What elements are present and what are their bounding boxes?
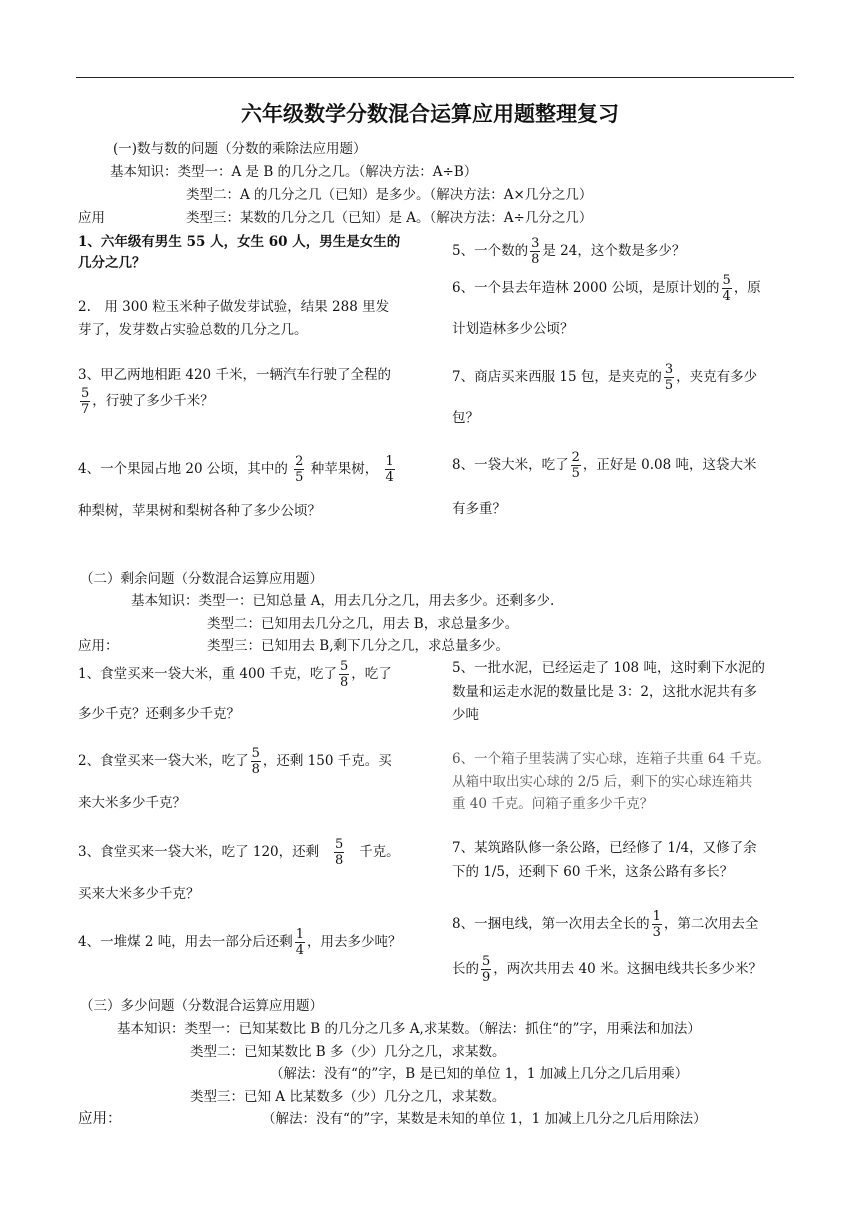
section3-type2-solution: （解法：没有“的”字，B 是已知的单位 1，1 加减上几分之几后用乘） xyxy=(270,1066,689,1082)
s1-q8-line1: 8、一袋大米，吃了 $\frac{2}{5}$ ，正好是 0.08 吨，这袋大米 xyxy=(452,450,757,481)
s2-q7-line2: 下的 1/5，还剩下 60 千米，这条公路有多长？ xyxy=(452,864,734,880)
s1-q6-line1: 6、一个县去年造林 2000 公顷，是原计划的 $\frac{5}{4}$ ，原 xyxy=(452,273,761,304)
s2-q1-line2: 多少千克？还剩多少千克？ xyxy=(78,706,240,722)
s1-q1-line2: 几分之几？ xyxy=(78,255,146,271)
section2-apply-label: 应用： xyxy=(78,638,119,654)
s1-q3-line2: $\frac{5}{7}$ ，行驶了多少千米？ xyxy=(81,386,214,417)
s1-q4-line2: 种梨树，苹果树和梨树各种了多少公顷？ xyxy=(78,503,321,519)
s2-q3-line1: 3、食堂买来一袋大米，吃了 120，还剩 $\frac{5}{8}$ 千克。 xyxy=(78,837,400,868)
fraction: $\frac{2}{5}$ xyxy=(571,450,580,481)
s2-q5-line1: 5、一批水泥，已经运走了 108 吨，这时剩下水泥的 xyxy=(452,660,765,676)
section3-type3: 类型三：已知 A 比某数多（少）几分之几，求某数。 xyxy=(190,1089,506,1105)
fraction: $\frac{5}{8}$ xyxy=(339,659,349,690)
section2-type2: 类型二：已知用去几分之几，用去 B，求总量多少。 xyxy=(207,616,519,632)
fraction: $\frac{5}{8}$ xyxy=(335,837,344,868)
fraction: $\frac{5}{9}$ xyxy=(482,954,491,985)
section3-apply-label: 应用： xyxy=(78,1111,122,1127)
fraction: $\frac{1}{3}$ xyxy=(652,909,661,940)
fraction: $\frac{1}{4}$ xyxy=(295,927,305,958)
s2-q8-line2: 长的 $\frac{5}{9}$ ，两次共用去 40 米。这捆电线共长多少米？ xyxy=(452,954,763,985)
section1-type2: 类型二：A 的几分之几（已知）是多少。（解决方法：A×几分之几） xyxy=(186,187,593,203)
fraction: $\frac{5}{7}$ xyxy=(81,386,90,417)
s1-q2-line1: 2. 用 300 粒玉米种子做发芽试验，结果 288 里发 xyxy=(78,299,390,315)
section3-type1: 基本知识：类型一：已知某数比 B 的几分之几多 A,求某数。（解法：抓住“的”字，用乘法和加法） xyxy=(117,1021,701,1037)
fraction: $\frac{3}{8}$ xyxy=(531,236,540,267)
s2-q3-line2: 买来大米多少千克？ xyxy=(78,886,200,902)
section3-type3-solution: （解法：没有“的”字，某数是未知的单位 1，1 加减上几分之几后用除法） xyxy=(262,1111,707,1127)
s1-q6-line2: 计划造林多少公顷？ xyxy=(452,321,574,337)
section3-heading: （三）多少问题（分数混合运算应用题） xyxy=(80,998,323,1014)
s2-q6-line3: 重 40 千克。问箱子重多少千克？ xyxy=(452,796,654,812)
s2-q6-line2: 从箱中取出实心球的 2/5 后，剩下的实心球连箱共 xyxy=(452,774,753,790)
s1-q8-line2: 有多重？ xyxy=(452,501,506,517)
s2-q5-line2: 数量和运走水泥的数量比是 3：2，这批水泥共有多 xyxy=(452,684,757,700)
s2-q2-line2: 来大米多少千克？ xyxy=(78,795,186,811)
s1-q3-line1: 3、甲乙两地相距 420 千米，一辆汽车行驶了全程的 xyxy=(78,367,391,383)
s2-q7-line1: 7、某筑路队修一条公路，已经修了 1/4，又修了余 xyxy=(452,840,757,856)
section1-heading: (一)数与数的问题（分数的乘除法应用题） xyxy=(113,141,367,157)
fraction: $\frac{2}{5}$ xyxy=(295,454,304,485)
s1-q7-line2: 包？ xyxy=(452,410,479,426)
s2-q2-line1: 2、食堂买来一袋大米，吃了 $\frac{5}{8}$ ，还剩 150 千克。买 xyxy=(78,746,392,777)
top-rule xyxy=(76,77,794,78)
fraction: $\frac{1}{4}$ xyxy=(385,454,394,485)
s1-q7-line1: 7、商店买来西服 15 包，是夹克的 $\frac{3}{5}$ ，夹克有多少 xyxy=(452,362,758,393)
section2-type3: 类型三：已知用去 B,剩下几分之几，求总量多少。 xyxy=(207,638,510,654)
section1-type1: 基本知识：类型一：A 是 B 的几分之几。（解决方法：A÷B） xyxy=(110,164,478,180)
fraction: $\frac{3}{5}$ xyxy=(664,362,674,393)
section1-apply-label: 应用 xyxy=(78,210,105,226)
section3-type2: 类型二：已知某数比 B 多（少）几分之几，求某数。 xyxy=(190,1044,506,1060)
s2-q1-line1: 1、食堂买来一袋大米，重 400 千克，吃了 $\frac{5}{8}$ ，吃了 xyxy=(78,659,392,690)
section1-type3: 类型三：某数的几分之几（已知）是 A。（解决方法：A÷几分之几） xyxy=(186,210,593,226)
page-title: 六年级数学分数混合运算应用题整理复习 xyxy=(241,102,619,126)
fraction: $\frac{5}{8}$ xyxy=(251,746,260,777)
section2-heading: （二）剩余问题（分数混合运算应用题） xyxy=(80,571,323,587)
s2-q5-line3: 少吨 xyxy=(452,707,479,723)
s2-q8-line1: 8、一捆电线，第一次用去全长的 $\frac{1}{3}$ ，第二次用去全 xyxy=(452,909,759,940)
s1-q1-line1: 1、六年级有男生 55 人，女生 60 人，男生是女生的 xyxy=(78,234,401,250)
s1-q4-line1: 4、一个果园占地 20 公顷，其中的 $\frac{2}{5}$ 种苹果树， $\frac{1}{4}$ xyxy=(78,454,394,485)
s1-q2-line2: 芽了，发芽数占实验总数的几分之几。 xyxy=(78,322,308,338)
s2-q6-line1: 6、一个箱子里装满了实心球，连箱子共重 64 千克。 xyxy=(452,751,770,767)
section2-type1: 基本知识：类型一：已知总量 A，用去几分之几，用去多少。还剩多少. xyxy=(131,593,555,609)
fraction: $\frac{5}{4}$ xyxy=(722,273,731,304)
s1-q5: 5、一个数的 $\frac{3}{8}$ 是 24，这个数是多少？ xyxy=(452,236,686,267)
s2-q4: 4、一堆煤 2 吨，用去一部分后还剩 $\frac{1}{4}$ ，用去多少吨？ xyxy=(78,927,402,958)
